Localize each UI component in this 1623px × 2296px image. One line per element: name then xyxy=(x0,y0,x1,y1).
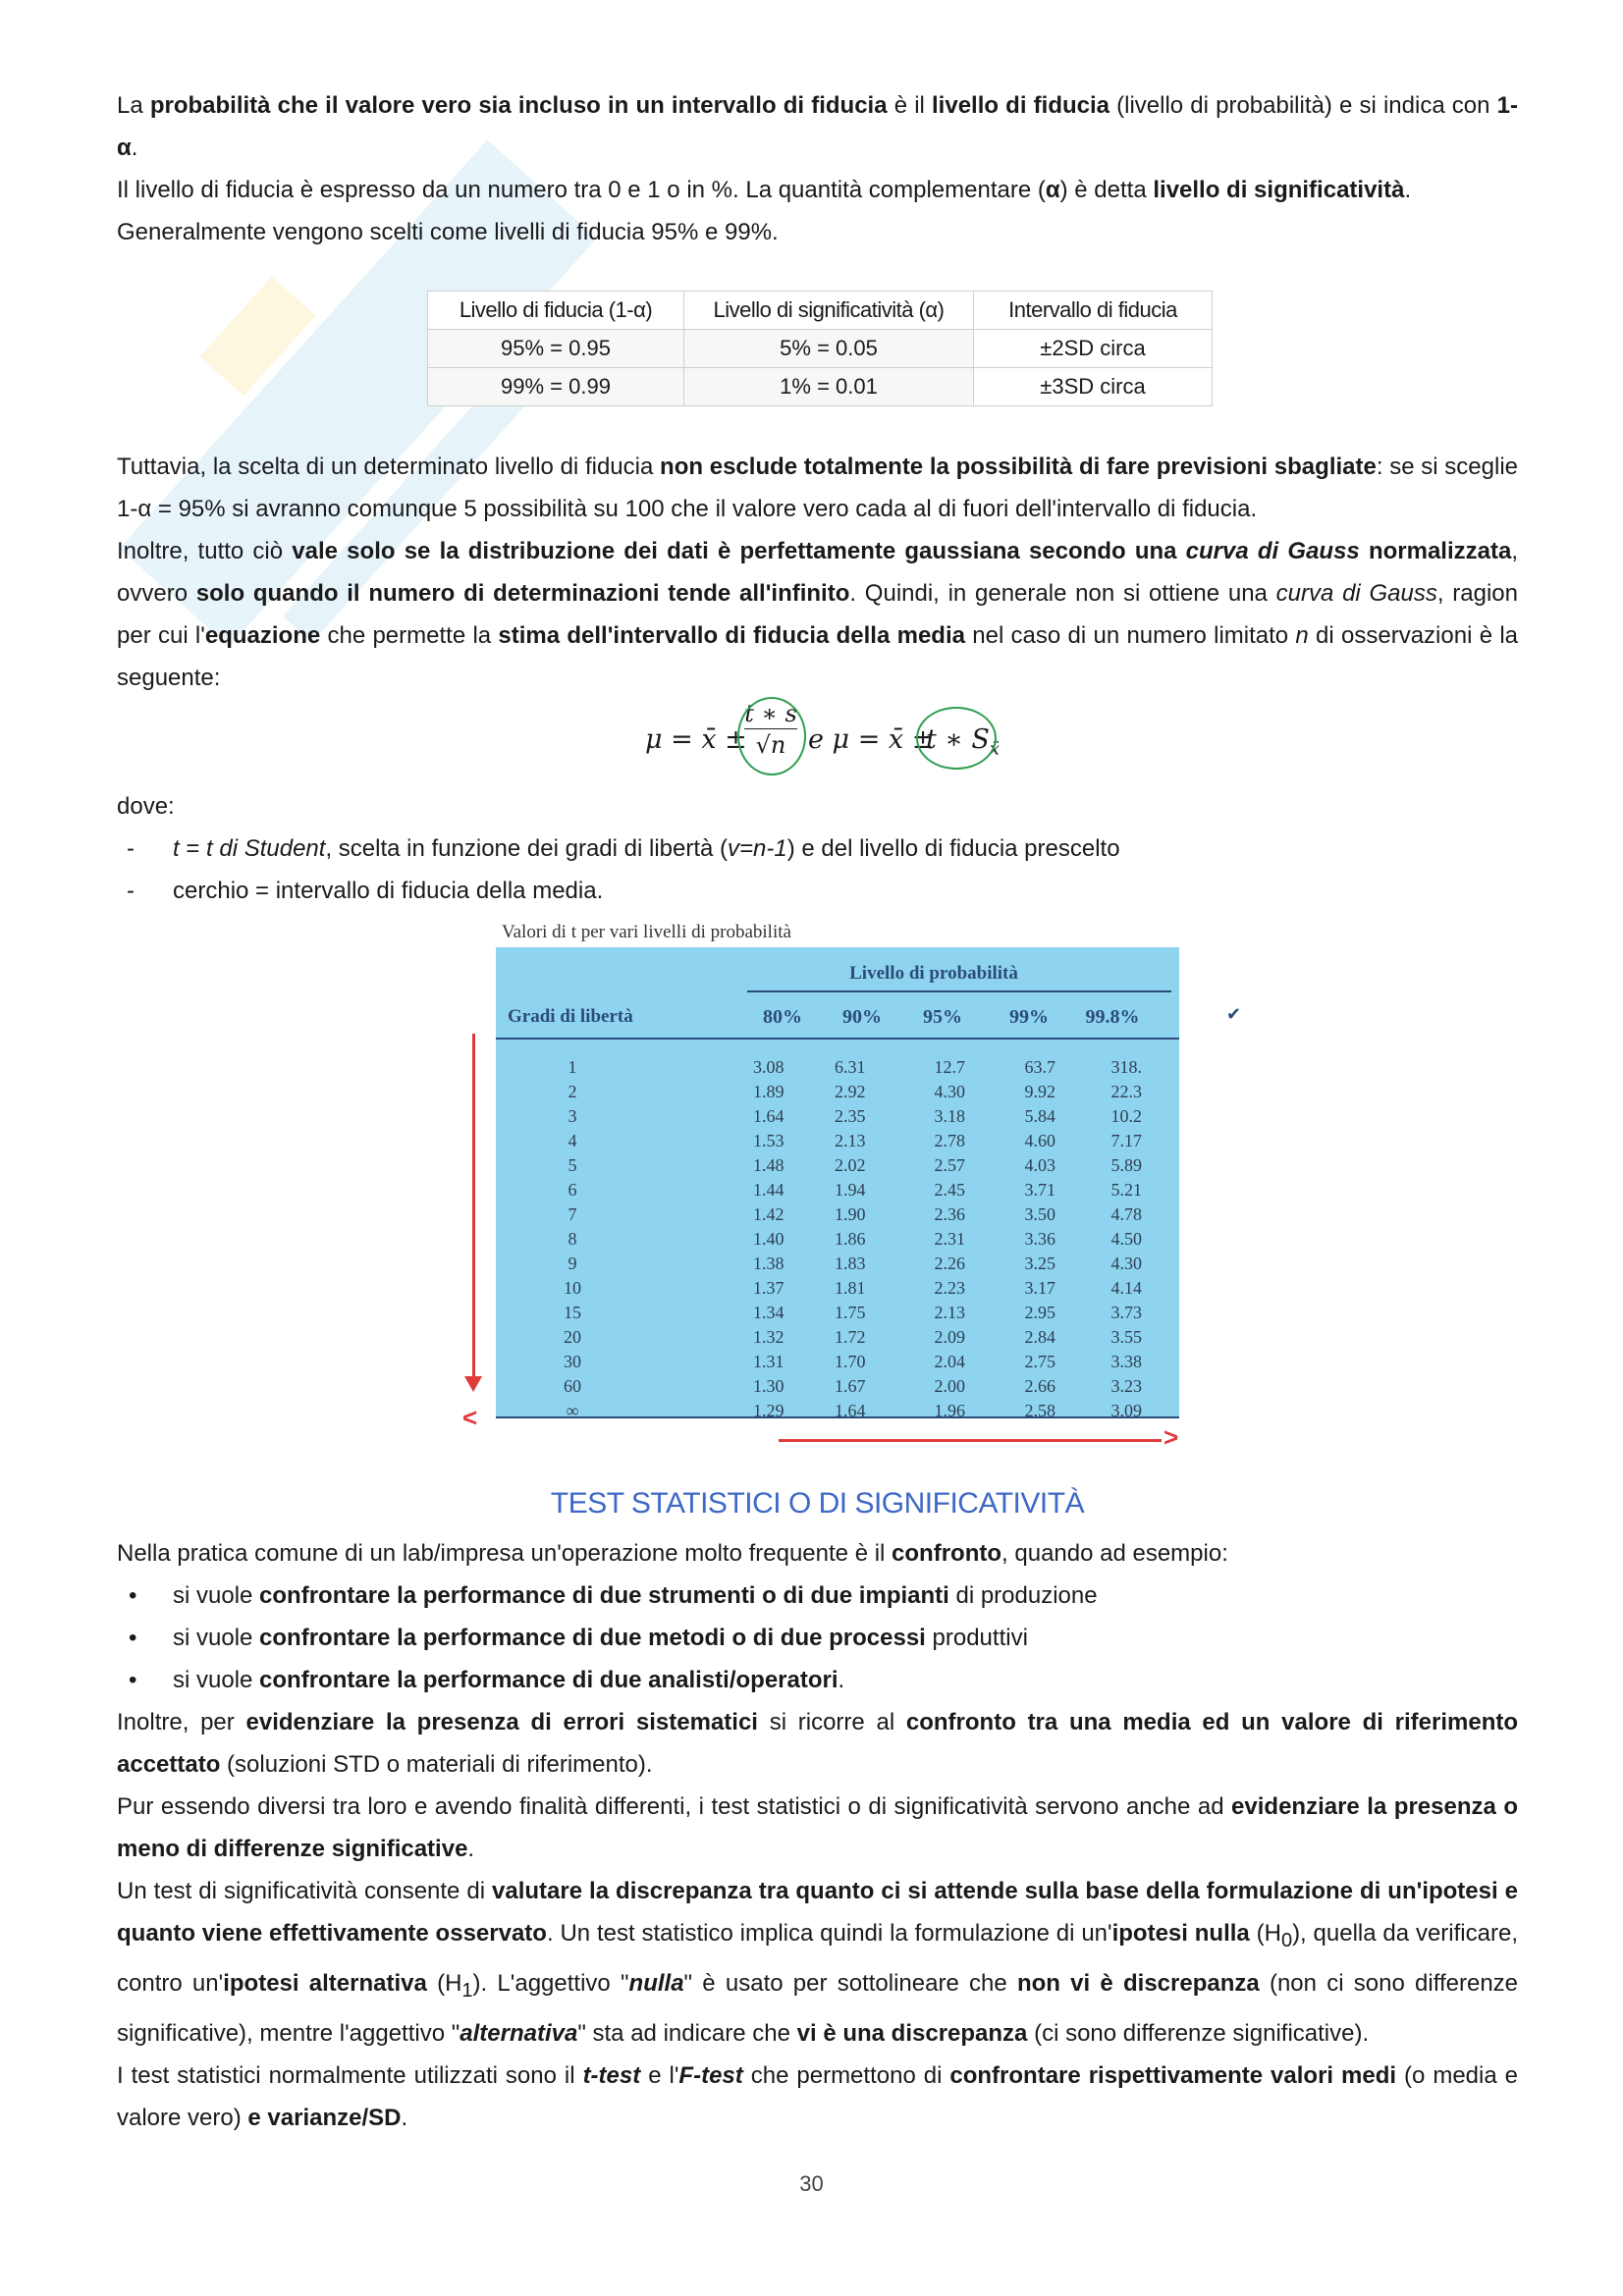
body-paragraph-2: Inoltre, tutto ciò vale solo se la distribuzione dei dati è perfettamente gaussiana secondo una curva di Gauss normalizzata, ovvero solo quando il numero di determinazioni tende all'infinito. Quindi, in generale non si ottiene una curva di Gauss, ragion per cui l'equazione che permette la stima dell'intervallo di fiducia della media nel caso di un numero limitato n di osservazioni è la seguente: xyxy=(117,538,1519,691)
t-table-cell: ∞ xyxy=(566,1401,579,1420)
t-table-cell: 15 xyxy=(564,1303,581,1322)
red-less-than-icon: < xyxy=(462,1403,478,1432)
page-number: 30 xyxy=(799,2171,824,2196)
t-table-cell: 2.78 xyxy=(934,1131,965,1150)
intro-paragraph-3: Generalmente vengono scelti come livelli di fiducia 95% e 99%. xyxy=(117,219,779,245)
t-table-cell: 63.7 xyxy=(1024,1057,1055,1077)
t-table-cell: 1.64 xyxy=(835,1401,866,1420)
t-table-cell: 1.72 xyxy=(835,1327,866,1347)
t-table-cell: 1.34 xyxy=(753,1303,784,1322)
probability-header: Livello di probabilità xyxy=(849,963,1018,984)
level-header: 99.8% xyxy=(1085,1006,1140,1028)
list-item: • si vuole confrontare la performance di due metodi o di due processi produttivi xyxy=(117,1617,1518,1659)
t-table-cell: 2.92 xyxy=(835,1082,866,1101)
t-table-cell: 1.31 xyxy=(753,1352,784,1371)
col-99 xyxy=(999,1055,1055,1423)
formula-part-1: μ = x̄ ± xyxy=(645,724,747,755)
t-table-cell: 6 xyxy=(568,1180,577,1200)
t-table-cell: 2.13 xyxy=(934,1303,965,1322)
t-table-cell: 2 xyxy=(568,1082,577,1101)
table-row xyxy=(428,368,1213,406)
t-table-cell: 4.78 xyxy=(1110,1204,1142,1224)
t-table-cell: 4.30 xyxy=(1110,1254,1142,1273)
t-table-cell: 3.25 xyxy=(1024,1254,1055,1273)
t-table-cell: 8 xyxy=(568,1229,577,1249)
t-table-cell: 3 xyxy=(568,1106,577,1126)
t-table-cell: 9 xyxy=(568,1254,577,1273)
t-table-cell: 2.13 xyxy=(835,1131,866,1150)
col-80 xyxy=(753,1055,802,1423)
body-paragraph-5: Pur essendo diversi tra loro e avendo finalità differenti, i test statistici o di significatività servono anche ad evidenziare la presenza o meno di differenze significative. xyxy=(117,1793,1518,1862)
t-table-cell: 5.21 xyxy=(1110,1180,1142,1200)
comparison-list xyxy=(117,1575,1518,1701)
t-table-cell: 2.84 xyxy=(1024,1327,1055,1347)
t-table-cell: 4.14 xyxy=(1110,1278,1142,1298)
list-item: • si vuole confrontare la performance di due analisti/operatori. xyxy=(117,1659,1518,1701)
red-greater-than-icon: > xyxy=(1163,1422,1179,1452)
col-90 xyxy=(835,1055,884,1423)
level-header: 95% xyxy=(923,1006,962,1028)
t-table-cell: 5.84 xyxy=(1024,1106,1055,1126)
t-table-cell: 2.09 xyxy=(934,1327,965,1347)
confidence-interval-formula xyxy=(117,700,1518,781)
formula-numerator: t ∗ s xyxy=(744,700,797,727)
t-table-cell: 1.29 xyxy=(753,1401,784,1420)
table-header: Livello di fiducia (1-α) xyxy=(428,292,684,330)
t-table-cell: 60 xyxy=(564,1376,581,1396)
t-table-cell: 1.40 xyxy=(753,1229,784,1249)
formula-part-3: t ∗ $S_{x̄}$ xyxy=(926,724,1001,760)
level-header: 80% xyxy=(763,1006,802,1028)
t-table-cell: 3.08 xyxy=(753,1057,784,1077)
t-table-cell: 1.64 xyxy=(753,1106,784,1126)
t-table-cell: 3.09 xyxy=(1110,1401,1142,1420)
table-header-row xyxy=(428,292,1213,330)
t-table-cell: 5.89 xyxy=(1110,1155,1142,1175)
intro-paragraph-2: Il livello di fiducia è espresso da un numero tra 0 e 1 o in %. La quantità complementare (α) è detta livello di significatività. xyxy=(117,177,1412,203)
header-rule xyxy=(496,1038,1179,1040)
t-table-cell: 1 xyxy=(568,1057,577,1077)
formula-part-2: e μ = x̄ ± xyxy=(808,724,935,755)
dove-label: dove: xyxy=(117,793,175,820)
t-table-title: Valori di t per vari livelli di probabilità xyxy=(502,922,791,942)
dof-column xyxy=(553,1055,592,1423)
t-table-cell: 2.36 xyxy=(934,1204,965,1224)
table-cell: 5% = 0.05 xyxy=(684,330,974,368)
t-table-cell: 2.02 xyxy=(835,1155,866,1175)
confidence-table xyxy=(427,291,1213,406)
t-table-cell: 4.30 xyxy=(934,1082,965,1101)
t-table-cell: 1.32 xyxy=(753,1327,784,1347)
t-table-cell: 1.90 xyxy=(835,1204,866,1224)
t-table-cell: 2.00 xyxy=(934,1376,965,1396)
green-circle-2 xyxy=(916,707,997,770)
table-cell: ±2SD circa xyxy=(974,330,1213,368)
list-item: • si vuole confrontare la performance di due strumenti o di due impianti di produzione xyxy=(117,1575,1518,1617)
t-table-cell: 1.42 xyxy=(753,1204,784,1224)
t-table-cell: 10 xyxy=(564,1278,581,1298)
t-table-cell: 3.23 xyxy=(1110,1376,1142,1396)
header-rule xyxy=(747,990,1171,992)
t-table-cell: 3.17 xyxy=(1024,1278,1055,1298)
red-arrow-head-icon xyxy=(464,1376,482,1392)
t-table-cell: 2.26 xyxy=(934,1254,965,1273)
student-t-table-image xyxy=(455,922,1242,1462)
definition-list xyxy=(117,828,1518,912)
dof-header: Gradi di libertà xyxy=(508,1006,633,1027)
table-header: Livello di significatività (α) xyxy=(684,292,974,330)
t-table-cell: 2.35 xyxy=(835,1106,866,1126)
t-table-cell: 1.48 xyxy=(753,1155,784,1175)
t-table-cell: 4.03 xyxy=(1024,1155,1055,1175)
body-paragraph-1: Tuttavia, la scelta di un determinato livello di fiducia non esclude totalmente la possibilità di fare previsioni sbagliate: se si sceglie 1-α = 95% si avranno comunque 5 possibilità su 100 che il valore vero cada al di fuori dell'intervallo di fiducia. xyxy=(117,454,1519,522)
section-title: TEST STATISTICI O DI SIGNIFICATIVITÀ xyxy=(550,1487,1085,1520)
t-table-cell: 1.37 xyxy=(753,1278,784,1298)
table-cell: 99% = 0.99 xyxy=(428,368,684,406)
page-content xyxy=(117,84,1518,2139)
t-table-cell: 3.73 xyxy=(1110,1303,1142,1322)
t-table-cell: 2.95 xyxy=(1024,1303,1055,1322)
table-cell: 1% = 0.01 xyxy=(684,368,974,406)
formula-denominator: √n xyxy=(755,731,786,759)
t-table-cell: 2.45 xyxy=(934,1180,965,1200)
table-row xyxy=(428,330,1213,368)
t-table-cell: 1.53 xyxy=(753,1131,784,1150)
t-table-cell: 2.04 xyxy=(934,1352,965,1371)
table-header: Intervallo di fiducia xyxy=(974,292,1213,330)
t-table-cell: 3.71 xyxy=(1024,1180,1055,1200)
body-paragraph-4: Inoltre, per evidenziare la presenza di errori sistematici si ricorre al confronto tra una media ed un valore di riferimento accettato (soluzioni STD o materiali di riferimento). xyxy=(117,1709,1519,1778)
t-table-cell: 7.17 xyxy=(1110,1131,1142,1150)
t-table-cell: 1.94 xyxy=(835,1180,866,1200)
body-paragraph-6: Un test di significatività consente di valutare la discrepanza tra quanto ci si attende sulla base della formulazione di un'ipotesi e quanto viene effettivamente osservato. Un test statistico implica quindi la formulazione di un'ipotesi nulla $(H_0)$, quella da verificare, contro un'ipotesi alternativa $(H_1)$. L'aggettivo "nulla" è usato per sottolineare che non vi è discrepanza (non ci sono differenze significative), mentre l'aggettivo "alternativa" sta ad indicare che vi è una discrepanza (ci sono differenze significative). xyxy=(117,1878,1519,2047)
t-table-cell: 30 xyxy=(564,1352,581,1371)
t-table-cell: 1.96 xyxy=(934,1401,965,1420)
body-paragraph-3: Nella pratica comune di un lab/impresa un'operazione molto frequente è il confronto, quando ad esempio: xyxy=(117,1540,1228,1567)
arrow-mark-icon: ✔ xyxy=(1226,1004,1242,1024)
list-item: - t = t di Student, scelta in funzione dei gradi di libertà (v=n-1) e del livello di fiducia prescelto xyxy=(117,828,1518,870)
t-table-cell: 1.38 xyxy=(753,1254,784,1273)
t-table-cell: 20 xyxy=(564,1327,581,1347)
list-item: - cerchio = intervallo di fiducia della media. xyxy=(117,870,1518,912)
level-header: 90% xyxy=(842,1006,882,1028)
intro-paragraph-1: La probabilità che il valore vero sia incluso in un intervallo di fiducia è il livello di fiducia (livello di probabilità) e si indica con 1-α. xyxy=(117,92,1518,161)
level-header: 99% xyxy=(1009,1006,1049,1028)
t-table-cell: 2.57 xyxy=(934,1155,965,1175)
t-table-cell: 1.89 xyxy=(753,1082,784,1101)
t-table-cell: 3.50 xyxy=(1024,1204,1055,1224)
t-table-cell: 3.18 xyxy=(934,1106,965,1126)
bottom-rule xyxy=(496,1416,1179,1418)
table-cell: 95% = 0.95 xyxy=(428,330,684,368)
t-table-cell: 1.75 xyxy=(835,1303,866,1322)
t-table-cell: 9.92 xyxy=(1024,1082,1055,1101)
t-table-cell: 4 xyxy=(568,1131,577,1150)
t-table-cell: 6.31 xyxy=(835,1057,866,1077)
t-table-cell: 10.2 xyxy=(1110,1106,1142,1126)
t-table-cell: 318. xyxy=(1110,1057,1142,1077)
t-table-cell: 1.70 xyxy=(835,1352,866,1371)
table-cell: ±3SD circa xyxy=(974,368,1213,406)
t-table-cell: 4.50 xyxy=(1110,1229,1142,1249)
t-table-box xyxy=(496,947,1242,1420)
t-table-cell: 3.55 xyxy=(1110,1327,1142,1347)
t-table-cell: 12.7 xyxy=(934,1057,965,1077)
red-down-arrow xyxy=(472,1034,475,1387)
t-table-cell: 1.67 xyxy=(835,1376,866,1396)
red-right-arrow xyxy=(779,1439,1162,1442)
t-table-cell: 7 xyxy=(568,1204,577,1224)
col-95 xyxy=(916,1055,965,1423)
t-table-cell: 1.44 xyxy=(753,1180,784,1200)
t-table-cell: 2.66 xyxy=(1024,1376,1055,1396)
t-table-cell: 22.3 xyxy=(1110,1082,1142,1101)
t-table-cell: 3.38 xyxy=(1110,1352,1142,1371)
body-paragraph-7: I test statistici normalmente utilizzati sono il t-test e l'F-test che permettono di confrontare rispettivamente valori medi (o media e valore vero) e varianze/SD. xyxy=(117,2061,1519,2131)
t-table-cell: 2.58 xyxy=(1024,1401,1055,1420)
t-table-cell: 1.81 xyxy=(835,1278,866,1298)
t-table-cell: 1.83 xyxy=(835,1254,866,1273)
t-table-cell: 3.36 xyxy=(1024,1229,1055,1249)
t-table-cell: 4.60 xyxy=(1024,1131,1055,1150)
t-table-cell: 2.75 xyxy=(1024,1352,1055,1371)
t-table-cell: 1.30 xyxy=(753,1376,784,1396)
t-table-cell: 1.86 xyxy=(835,1229,866,1249)
t-table-cell: 2.23 xyxy=(934,1278,965,1298)
t-table-cell: 2.31 xyxy=(934,1229,965,1249)
green-circle-1 xyxy=(737,697,806,775)
t-table-cell: 5 xyxy=(568,1155,577,1175)
col-998 xyxy=(1083,1055,1142,1423)
